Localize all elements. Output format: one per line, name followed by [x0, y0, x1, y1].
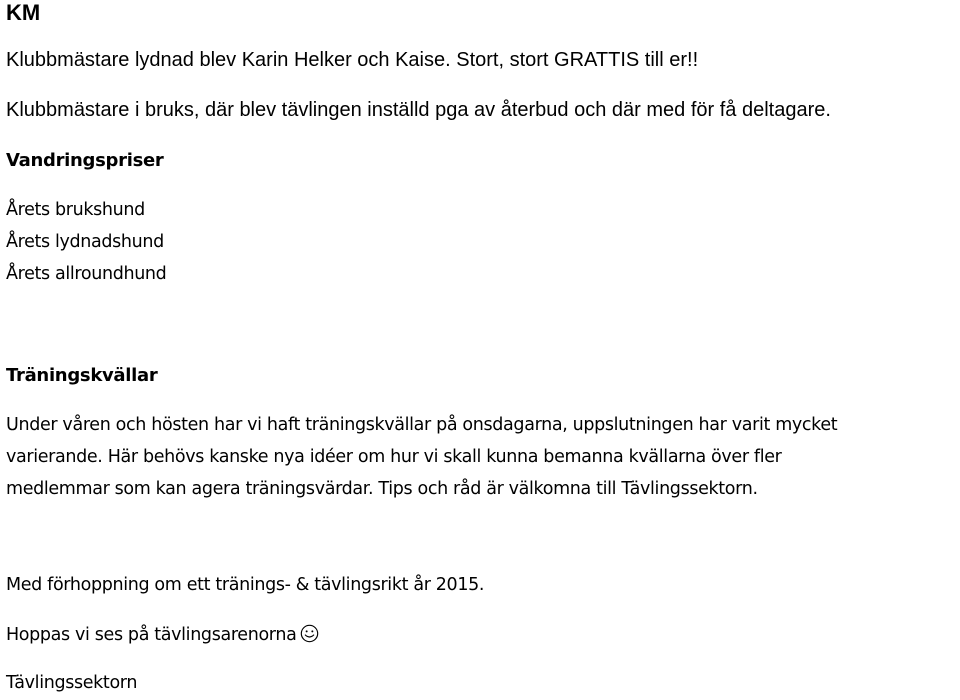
closing-hope: Med förhoppning om ett tränings- & tävlingsrikt år 2015. — [6, 575, 485, 595]
closing-see-you-line — [6, 624, 319, 645]
km-line-lydnad: Klubbmästare lydnad blev Karin Helker och Kaise. Stort, stort GRATTIS till er!! — [6, 49, 699, 71]
vandringspris-item: Årets lydnadshund — [6, 232, 164, 252]
closing-signature: Tävlingssektorn — [6, 673, 138, 693]
traningskvallar-paragraph-line: medlemmar som kan agera träningsvärdar. Tips och råd är välkomna till Tävlingssektorn. — [6, 479, 758, 499]
vandringspriser-heading: Vandringspriser — [6, 150, 164, 171]
vandringspris-item: Årets brukshund — [6, 200, 145, 220]
vandringspris-item: Årets allroundhund — [6, 264, 167, 284]
traningskvallar-heading: Träningskvällar — [6, 365, 158, 386]
km-heading: KM — [6, 0, 41, 25]
traningskvallar-paragraph-line: varierande. Här behövs kanske nya idéer om hur vi skall kunna bemanna kvällarna över fler — [6, 447, 782, 467]
closing-see-you-text: Hoppas vi ses på tävlingsarenorna — [6, 625, 297, 645]
smiley-icon — [300, 624, 319, 643]
km-line-bruks: Klubbmästare i bruks, där blev tävlingen inställd pga av återbud och där med för få deltagare. — [6, 99, 831, 121]
traningskvallar-paragraph-line: Under våren och hösten har vi haft träningskvällar på onsdagarna, uppslutningen har varit mycket — [6, 415, 838, 435]
